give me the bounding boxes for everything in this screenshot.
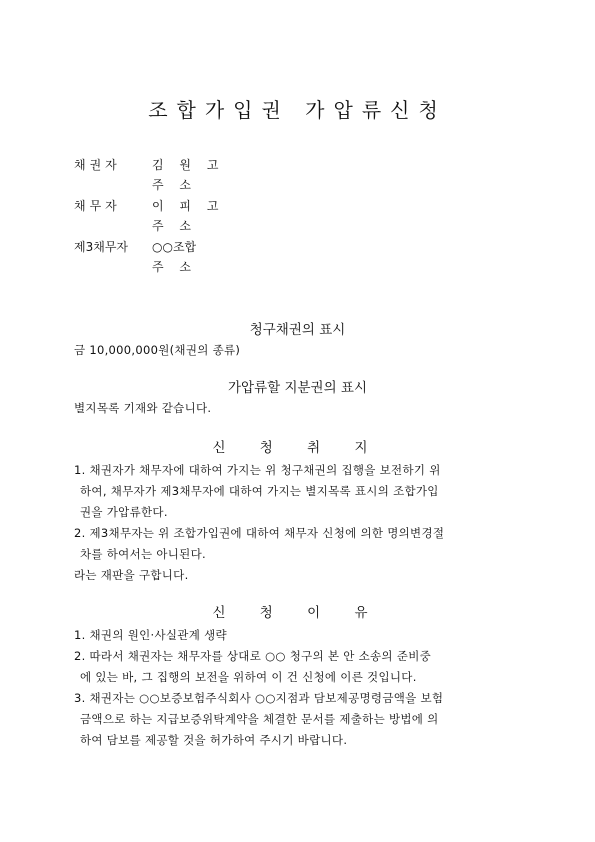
reason-line: 하여 담보를 제공할 것을 허가하여 주시기 바랍니다. — [80, 733, 348, 747]
reason-heading: 신 청 이 유 — [212, 605, 383, 621]
party-name: ○○조합 — [152, 240, 197, 254]
document-title: 조합가입권 가압류신청 — [148, 98, 447, 122]
party-address: 주 소 — [152, 219, 197, 233]
purpose-line: 2. 제3채무자는 위 조합가입권에 대하여 채무자 신청에 의한 명의변경절 — [74, 526, 445, 540]
seize-text: 별지목록 기재와 같습니다. — [74, 401, 212, 415]
reason-line: 1. 채권의 원인·사실관계 생략 — [74, 628, 227, 642]
party-address: 주 소 — [152, 178, 197, 192]
claim-text: 금 10,000,000원(채권의 종류) — [74, 343, 241, 357]
party-debtor — [74, 199, 224, 233]
party-role: 채권자 — [74, 158, 121, 172]
purpose-heading: 신 청 취 지 — [212, 440, 383, 456]
claim-heading: 청구채권의 표시 — [249, 322, 346, 338]
party-name: 이 피 고 — [152, 199, 225, 213]
reason-line: 에 있는 바, 그 집행의 보전을 위하여 이 건 신청에 이른 것입니다. — [80, 670, 417, 684]
party-address: 주 소 — [152, 260, 197, 274]
purpose-line: 권을 가압류한다. — [80, 505, 168, 519]
reason-line: 금액으로 하는 지급보증위탁계약을 체결한 문서를 제출하는 방법에 의 — [80, 712, 439, 726]
purpose-line: 라는 재판을 구합니다. — [74, 568, 189, 582]
party-third-debtor — [74, 240, 197, 274]
reason-line: 2. 따라서 채권자는 채무자를 상대로 ○○ 청구의 본 안 소송의 준비중 — [74, 649, 432, 663]
purpose-line: 하여, 채무자가 제3채무자에 대하여 가지는 별지목록 표시의 조합가입 — [80, 484, 439, 498]
reason-line: 3. 채권자는 ○○보증보험주식회사 ○○지점과 담보제공명령금액을 보험 — [74, 691, 444, 705]
seize-heading: 가압류할 지분권의 표시 — [228, 380, 367, 396]
purpose-line: 차를 하여서는 아니된다. — [80, 547, 206, 561]
party-role: 제3채무자 — [74, 240, 129, 254]
party-creditor — [74, 158, 224, 192]
party-name: 김 원 고 — [152, 158, 225, 172]
party-role: 채무자 — [74, 199, 121, 213]
purpose-line: 1. 채권자가 채무자에 대하여 가지는 위 청구채권의 집행을 보전하기 위 — [74, 463, 441, 477]
